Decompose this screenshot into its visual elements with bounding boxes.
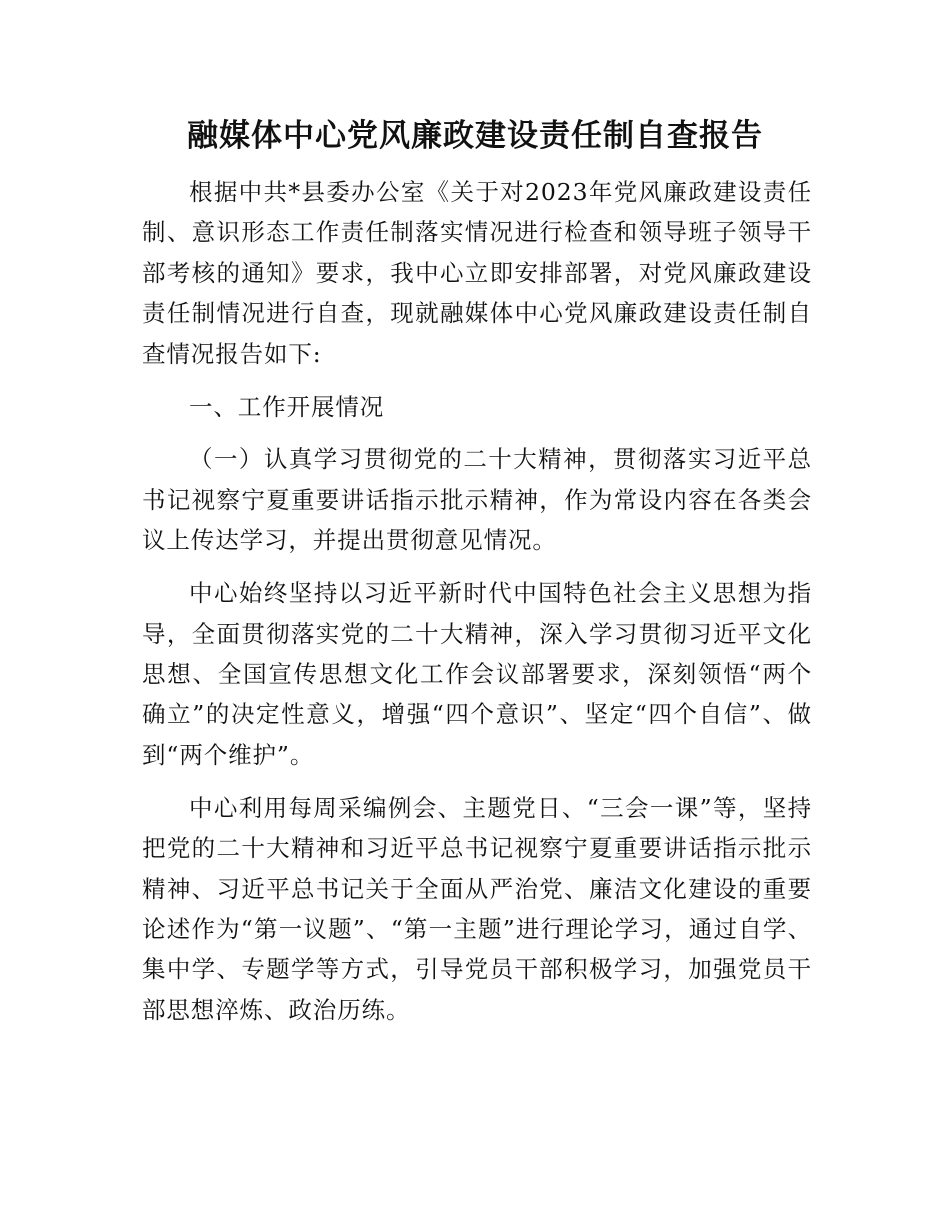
- intro-paragraph: 根据中共*县委办公室《关于对2023年党风廉政建设责任制、意识形态工作责任制落实情况进行检查和领导班子领导干部考核的通知》要求，我中心立即安排部署，对党风廉政建设责任制情况进行自查，现就融媒体中心党风廉政建设责任制自查情况报告如下:: [142, 178, 812, 368]
- document-body: [142, 172, 812, 1043]
- body-paragraph: 中心利用每周采编例会、主题党日、“三会一课”等，坚持把党的二十大精神和习近平总书记视察宁夏重要讲话指示批示精神、习近平总书记关于全面从严治党、廉洁文化建设的重要论述作为“第一议题”、“第一主题”进行理论学习，通过自学、集中学、专题学等方式，引导党员干部积极学习，加强党员干部思想淬炼、政治历练。: [142, 793, 812, 1024]
- document-title: 融媒体中心党风廉政建设责任制自查报告: [187, 118, 763, 154]
- body-paragraph: 中心始终坚持以习近平新时代中国特色社会主义思想为指导，全面贯彻落实党的二十大精神，深入学习贯彻习近平文化思想、全国宣传思想文化工作会议部署要求，深刻领悟“两个确立”的决定性意义，增强“四个意识”、坚定“四个自信”、做到“两个维护”。: [142, 579, 812, 769]
- section-heading: 一、工作开展情况: [189, 392, 385, 421]
- subsection-heading: （一）认真学习贯彻党的二十大精神，贯彻落实习近平总书记视察宁夏重要讲话指示批示精神，作为常设内容在各类会议上传达学习，并提出贯彻意见情况。: [142, 445, 812, 555]
